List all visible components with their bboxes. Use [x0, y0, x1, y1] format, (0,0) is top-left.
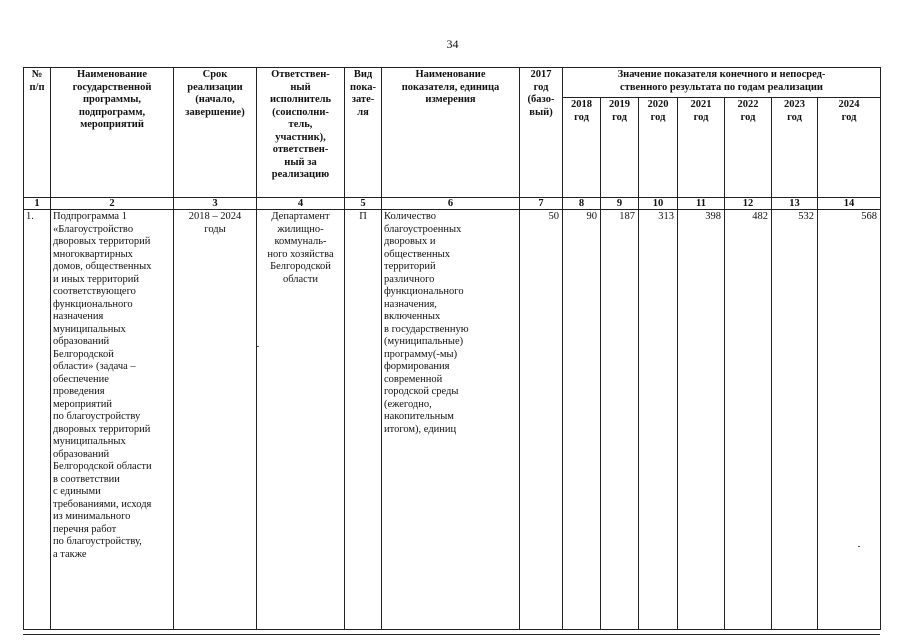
- executor-cell: Департамент жилищно- коммуналь- ного хозяйства Белгородской области: [257, 210, 345, 630]
- column-number: 11: [678, 198, 725, 210]
- base-value-cell: 50: [520, 210, 563, 630]
- header-period: Срок реализации (начало, завершение): [174, 68, 257, 198]
- header-year-group: Значение показателя конечного и непосред- ственного результата по годам реализации: [563, 68, 881, 98]
- table-row: [24, 210, 881, 630]
- column-number: 13: [772, 198, 818, 210]
- header-year: 2021 год: [678, 98, 725, 198]
- indicator-type-cell: П: [345, 210, 382, 630]
- header-indicator-type: Вид пока- зате- ля: [345, 68, 382, 198]
- indicator-name-cell: Количество благоустроенных дворовых и общественных территорий различного функционального назначения, включенных в государственную (муниципальные) программу(-мы) формирования современной городской среды (ежегодно, накопительным итогом), единиц: [382, 210, 520, 630]
- column-number: 2: [51, 198, 174, 210]
- header-executor: Ответствен- ный исполнитель (соисполни- тель, участник), ответствен- ный за реализацию: [257, 68, 345, 198]
- header-indicator-name: Наименование показателя, единица измерения: [382, 68, 520, 198]
- header-program-name: Наименование государственной программы, подпрограмм, мероприятий: [51, 68, 174, 198]
- year-value-cell: 90: [563, 210, 601, 630]
- header-row-1: [24, 68, 881, 98]
- year-value-cell: 532: [772, 210, 818, 630]
- year-value-cell: 313: [639, 210, 678, 630]
- header-year: 2020 год: [639, 98, 678, 198]
- column-number: 14: [818, 198, 881, 210]
- header-year: 2018 год: [563, 98, 601, 198]
- header-base-year: 2017 год (базо- вый): [520, 68, 563, 198]
- indicator-table: [23, 67, 881, 630]
- column-number: 6: [382, 198, 520, 210]
- year-value-cell: 187: [601, 210, 639, 630]
- page-number: 34: [446, 37, 459, 51]
- header-year: 2024 год: [818, 98, 881, 198]
- period-cell: 2018 – 2024 годы: [174, 210, 257, 630]
- scan-speck: [257, 346, 259, 347]
- column-number: 4: [257, 198, 345, 210]
- header-year: 2022 год: [725, 98, 772, 198]
- column-number: 5: [345, 198, 382, 210]
- column-number: 8: [563, 198, 601, 210]
- column-number: 1: [24, 198, 51, 210]
- column-number: 10: [639, 198, 678, 210]
- column-number: 12: [725, 198, 772, 210]
- header-num: № п/п: [24, 68, 51, 198]
- header-year: 2023 год: [772, 98, 818, 198]
- scan-speck: [858, 546, 860, 547]
- column-number: 9: [601, 198, 639, 210]
- column-number: 3: [174, 198, 257, 210]
- year-value-cell: 482: [725, 210, 772, 630]
- year-value-cell: 398: [678, 210, 725, 630]
- column-number-row: [24, 198, 881, 210]
- column-number: 7: [520, 198, 563, 210]
- program-name-cell: Подпрограмма 1 «Благоустройство дворовых территорий многоквартирных домов, общественных и иных территорий соответствующего функционального назначения муниципальных образований Белгородской области» (задача – обеспечение проведения мероприятий по благоустройству дворовых территорий муниципальных образований Белгородской области в соответствии с едиными требованиями, исходя из минимального перечня работ по благоустройству, а также: [51, 210, 174, 630]
- row-number: 1.: [24, 210, 51, 630]
- header-year: 2019 год: [601, 98, 639, 198]
- year-value-cell: 568: [818, 210, 881, 630]
